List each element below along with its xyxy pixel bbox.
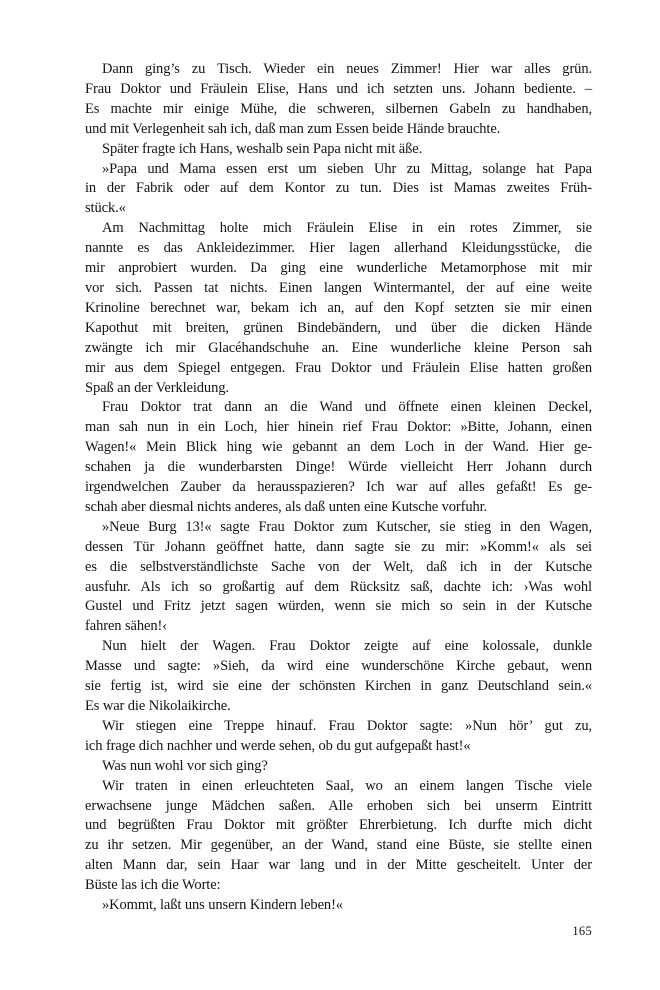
text-line: es die selbstverständlichste Sache von der Welt, daß ich in der Kutsche (85, 558, 592, 575)
text-line: Wagen!« Mein Blick hing wie gebannt an dem Loch in der Wand. Hier ge- (85, 439, 592, 456)
paragraph (85, 518, 592, 637)
text-line: Masse und sagte: »Sieh, da wird eine wunderschöne Kirche gebaut, wenn (85, 658, 592, 675)
text-line: Dann ging’s zu Tisch. Wieder ein neues Zimmer! Hier war alles grün. (102, 61, 592, 77)
text-line: man sah nun in ein Loch, hier hinein rief Frau Doktor: »Bitte, Johann, einen (85, 419, 592, 436)
text-line: erwachsene junge Mädchen saßen. Alle erhoben sich bei unserm Eintritt (85, 797, 592, 814)
text-block (85, 60, 592, 916)
text-line: Wir stiegen eine Treppe hinauf. Frau Doktor sagte: »Nun hör’ gut zu, (102, 717, 592, 734)
paragraph (85, 637, 592, 717)
text-line: Spaß an der Verkleidung. (85, 379, 229, 396)
text-line: Nun hielt der Wagen. Frau Doktor zeigte auf eine kolossale, dunkle (102, 638, 592, 655)
text-line: Gustel und Fritz jetzt sagen würden, wenn sie mich so sein in der Kutsche (85, 598, 592, 615)
text-line: ausfuhr. Als ich so großartig auf dem Rücksitz saß, dachte ich: ›Was wohl (85, 578, 592, 595)
text-line: Es machte mir einige Mühe, die schweren, silbernen Gabeln zu handhaben, (85, 100, 592, 117)
text-line: vor sich. Passen tat nichts. Einen langen Wintermantel, der auf eine weite (85, 279, 592, 296)
text-line: irgendwelchen Zauber da herausspazieren? Ich war auf alles gefaßt! Es ge- (85, 479, 592, 496)
paragraph (85, 140, 592, 160)
paragraph (85, 717, 592, 757)
paragraph (85, 60, 592, 140)
text-line: schah aber diesmal nichts anderes, als daß unten eine Kutsche vorfuhr. (85, 498, 488, 515)
text-line: Was nun wohl vor sich ging? (102, 757, 268, 774)
paragraph (85, 219, 592, 398)
text-line: »Kommt, laßt uns unsern Kindern leben!« (102, 897, 343, 914)
paragraph (85, 896, 592, 916)
text-line: zu ihr setzen. Mir gegenüber, an der Wand, stand eine Büste, sie stellte einen (85, 837, 592, 854)
text-line: dessen Tür Johann geöffnet hatte, dann sagte sie zu mir: »Komm!« als sei (85, 538, 592, 555)
text-line: Frau Doktor und Fräulein Elise, Hans und ich setzten uns. Johann bediente. – (85, 80, 592, 97)
paragraph (85, 777, 592, 896)
text-line: stück.« (85, 200, 126, 217)
text-line: in der Fabrik oder auf dem Kontor zu tun. Dies ist Mamas zweites Früh- (85, 180, 592, 197)
text-line: fahren sähen!‹ (85, 618, 167, 635)
text-line: schahen ja die wunderbarsten Dinge! Würde vielleicht Herr Johann durch (85, 459, 592, 476)
text-line: und begrüßten Frau Doktor mit größter Ehrerbietung. Ich durfte mich dicht (85, 817, 592, 834)
text-line: alten Mann dar, sein Haar war lang und in der Mitte gescheitelt. Unter der (85, 857, 592, 874)
text-line: nannte es das Ankleidezimmer. Hier lagen allerhand Kleidungsstücke, die (85, 240, 592, 257)
text-line: Es war die Nikolaikirche. (85, 698, 231, 714)
text-line: »Neue Burg 13!« sagte Frau Doktor zum Kutscher, sie stieg in den Wagen, (102, 518, 592, 535)
text-line: Am Nachmittag holte mich Fräulein Elise in ein rotes Zimmer, sie (102, 220, 592, 237)
text-line: ich frage dich nachher und werde sehen, ob du gut aufgepaßt hast!« (85, 737, 471, 754)
text-line: mir anprobiert wurden. Da ging eine wunderliche Metamorphose mit mir (85, 260, 592, 277)
text-line: sie fertig ist, wird sie eine der schönsten Kirchen in ganz Deutschland sein.« (85, 678, 592, 695)
text-line: mir aus dem Spiegel entgegen. Frau Doktor und Fräulein Elise hatten großen (85, 359, 592, 376)
paragraph (85, 160, 592, 220)
text-line: Frau Doktor trat dann an die Wand und öffnete einen kleinen Deckel, (102, 399, 592, 416)
text-line: »Papa und Mama essen erst um sieben Uhr zu Mittag, solange hat Papa (102, 160, 592, 177)
paragraph (85, 757, 592, 777)
text-line: zwängte ich mir Glacéhandschuhe an. Eine wunderliche kleine Person sah (85, 339, 592, 356)
text-line: Wir traten in einen erleuchteten Saal, wo an einem langen Tische viele (102, 777, 592, 794)
paragraph (85, 398, 592, 517)
text-line: Später fragte ich Hans, weshalb sein Papa nicht mit äße. (102, 140, 423, 157)
text-line: und mit Verlegenheit sah ich, daß man zum Essen beide Hände brauchte. (85, 120, 501, 137)
text-line: Krinoline berechnet war, bekam ich an, auf den Kopf setzten sie mir einen (85, 299, 592, 316)
page-number: 165 (572, 924, 592, 938)
text-line: Kapothut mit breiten, grünen Bindebändern, und über die dicken Hände (85, 319, 592, 336)
text-line: Büste las ich die Worte: (85, 877, 221, 894)
